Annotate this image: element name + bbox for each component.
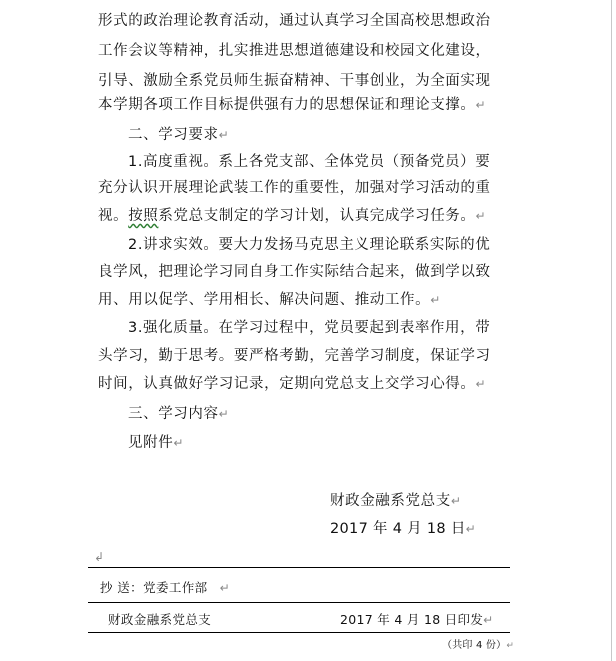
paragraph-mark: ↵	[465, 522, 476, 536]
copies-text: （共印 4 份）	[442, 640, 507, 651]
body-line-8	[98, 206, 486, 226]
issuer	[108, 610, 211, 630]
body-line-10	[98, 262, 491, 282]
page-edge	[611, 0, 612, 661]
body-line-11	[98, 290, 441, 310]
paragraph-mark: ↵	[173, 436, 184, 450]
cc-line	[100, 578, 230, 598]
empty-paragraph	[94, 547, 105, 567]
line-text: 系党总支制定的学习计划，认真完成学习任务。	[158, 208, 476, 224]
paragraph-mark: ↵	[475, 98, 487, 112]
line-text: 视。	[98, 208, 129, 224]
paragraph-mark: ↵	[219, 581, 231, 595]
line-text: 用、用以促学、学用相长、解决问题、推动工作。	[98, 292, 431, 308]
paragraph-mark: ↵	[218, 407, 230, 421]
footer-middle-rule	[88, 602, 510, 603]
line-text: 形式的政治理论教育活动，通过认真学习全国高校思想政治	[98, 13, 491, 29]
issuer-text: 财政金融系党总支	[108, 612, 212, 627]
section-heading-requirements	[128, 125, 229, 145]
paragraph-mark: ↵	[218, 128, 230, 142]
paragraph-mark: ↵	[506, 641, 515, 651]
line-text: 充分认识开展理论武装工作的重要性，加强对学习活动的重	[98, 180, 491, 196]
paragraph-mark: ↵	[475, 209, 487, 223]
line-text: 1.高度重视。系上各党支部、全体党员（预备党员）要	[128, 154, 491, 170]
line-text: 时间，认真做好学习记录，定期向党总支上交学习心得。	[98, 376, 476, 392]
footer-top-rule	[88, 567, 510, 568]
spellcheck-marked-text: 按照	[128, 208, 159, 224]
body-line-13	[98, 346, 491, 366]
line-text: 3.强化质量。在学习过程中，党员要起到表率作用，带	[128, 320, 491, 336]
line-text: 见附件	[128, 435, 174, 451]
issue-date-text: 2017 年 4 月 18 日印发	[340, 612, 484, 627]
line-text: 工作会议等精神，扎实推进思想道德建设和校园文化建设，	[98, 43, 491, 59]
body-line-1	[98, 11, 491, 31]
line-text: 本学期各项工作目标提供强有力的思想保证和理论支撑。	[98, 97, 476, 113]
line-text: 良学风，把理论学习同自身工作实际结合起来，做到学以致	[98, 264, 491, 280]
line-text: 头学习，勤于思考。要严格考勤，完善学习制度，保证学习	[98, 348, 491, 364]
line-text: 财政金融系党总支	[330, 493, 451, 509]
paragraph-mark: ↵	[475, 377, 487, 391]
section-heading-content	[128, 404, 229, 424]
paragraph-mark: ↲	[94, 550, 105, 564]
attachment-note	[128, 433, 184, 453]
body-line-14	[98, 374, 486, 394]
line-text: 二、学习要求	[128, 127, 219, 143]
copies-note	[442, 636, 514, 656]
body-line-6	[128, 152, 490, 172]
cc-value: 党委工作部	[143, 580, 208, 595]
body-line-4	[98, 95, 486, 115]
signature-org	[330, 491, 461, 511]
issue-date	[340, 610, 494, 630]
line-text: 2.讲求实效。要大力发扬马克思主义理论联系实际的优	[128, 237, 491, 253]
footer-bottom-rule	[88, 632, 510, 633]
paragraph-mark: ↵	[430, 293, 441, 307]
body-line-3	[98, 71, 491, 91]
body-line-2	[98, 41, 491, 61]
body-line-12	[128, 318, 490, 338]
line-text: 引导、激励全系党员师生振奋精神、干事创业，为全面实现	[98, 73, 491, 89]
line-text: 2017 年 4 月 18 日	[330, 521, 466, 537]
cc-label: 抄 送：	[100, 580, 144, 595]
body-line-9	[128, 235, 490, 255]
line-text: 三、学习内容	[128, 406, 219, 422]
paragraph-mark: ↵	[450, 494, 462, 508]
paragraph-mark: ↵	[483, 613, 494, 627]
body-line-7	[98, 178, 491, 198]
signature-date	[330, 519, 476, 539]
